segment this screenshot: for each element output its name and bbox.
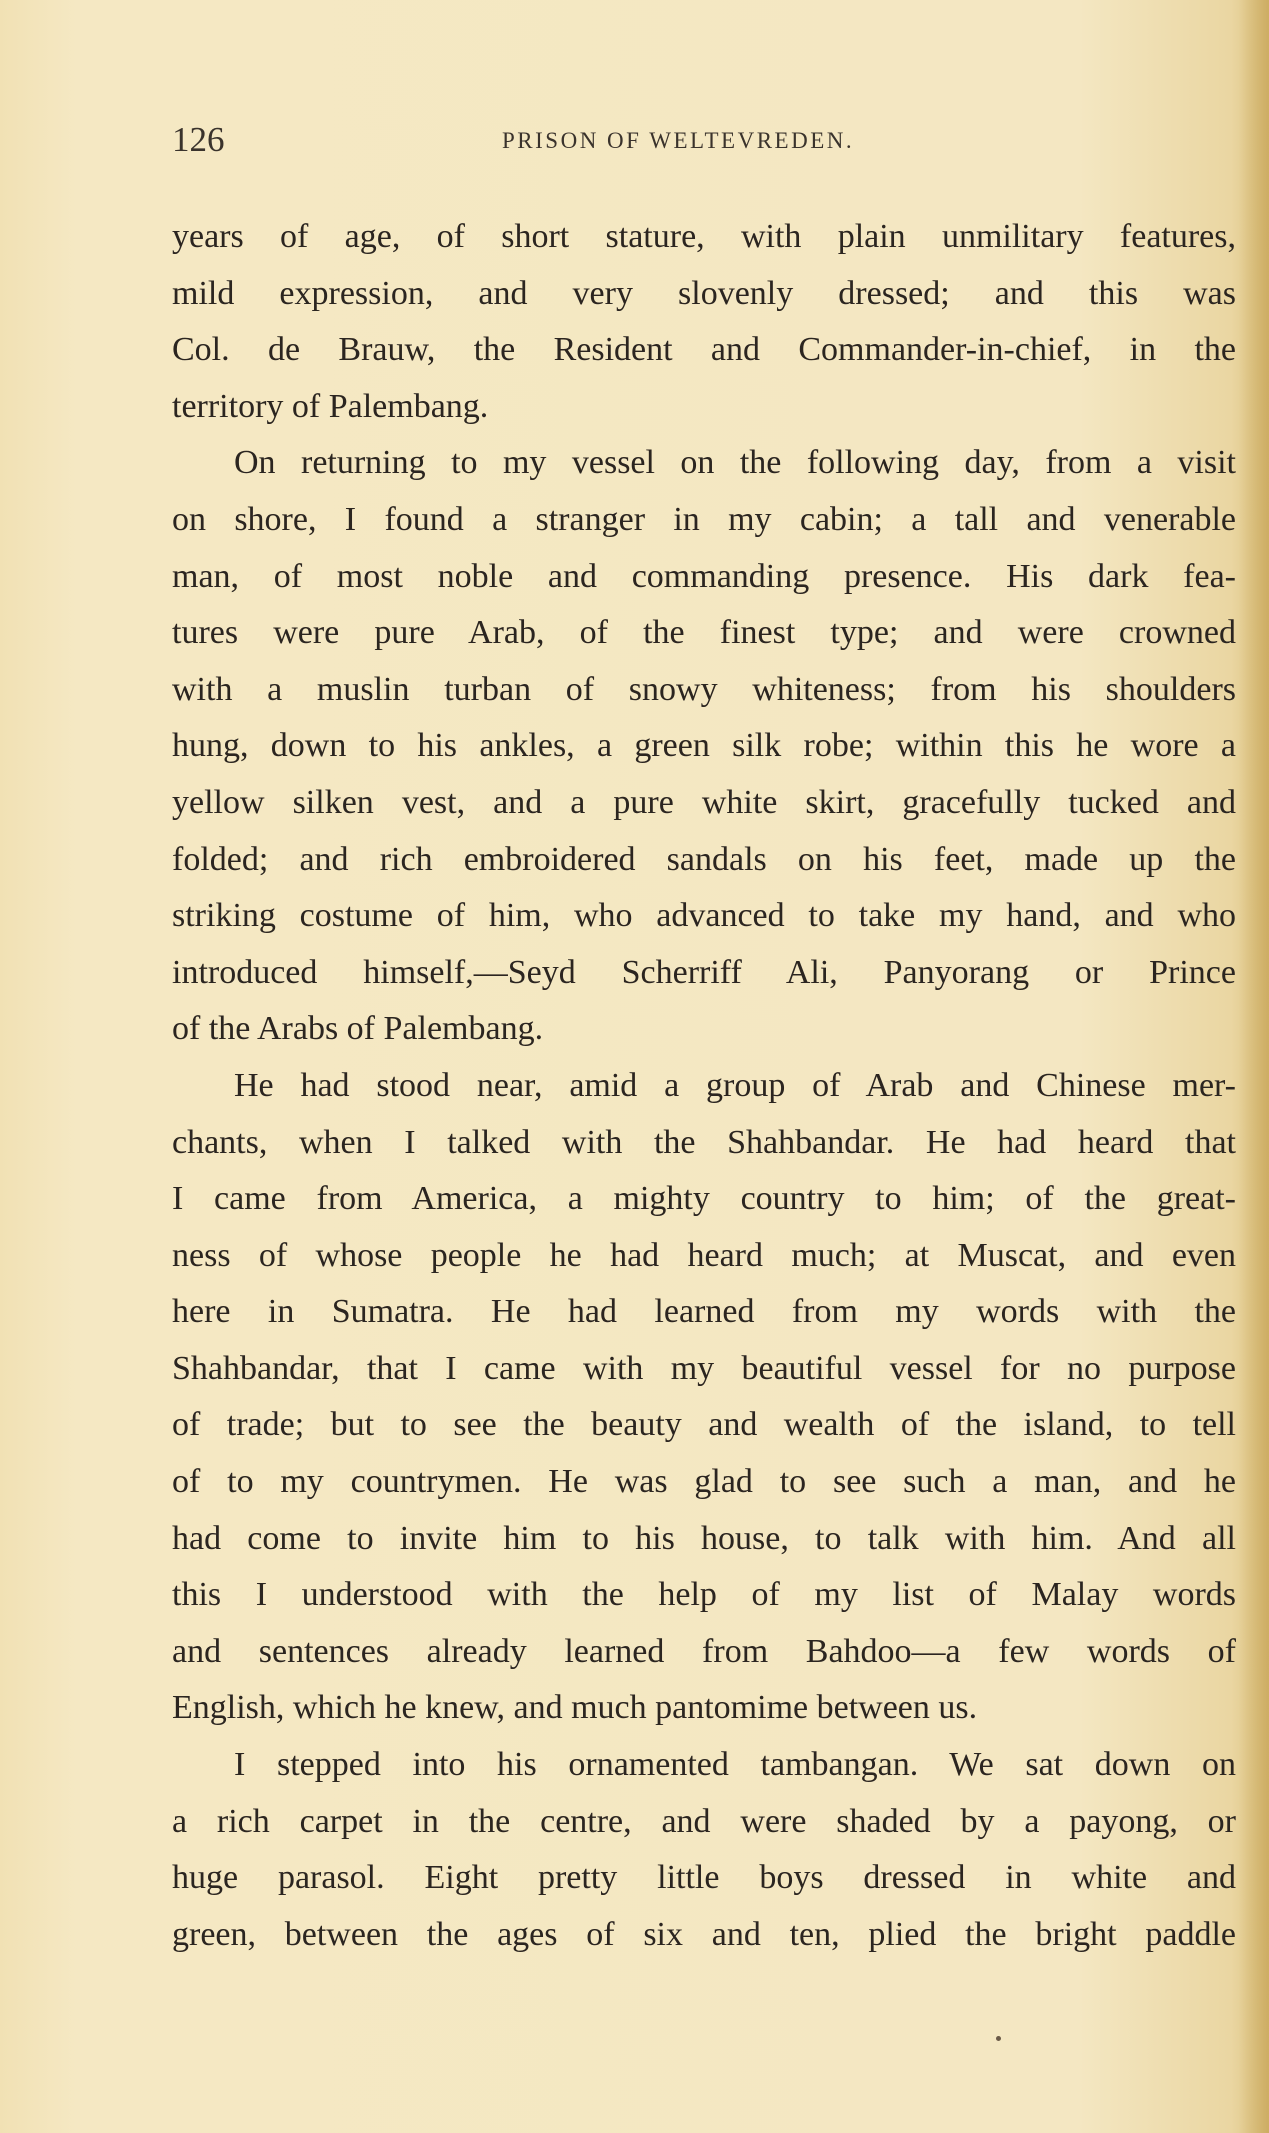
body-text (172, 209, 1236, 1963)
text-line: hung, down to his ankles, a green silk robe; within this he wore a (172, 727, 1236, 765)
running-title: PRISON OF WELTEVREDEN. (502, 128, 855, 153)
text-line: mild expression, and very slovenly dressed; and this was (172, 274, 1236, 312)
text-line: I came from America, a mighty country to him; of the great- (172, 1180, 1236, 1218)
page-number: 126 (172, 120, 225, 159)
text-line: I stepped into his ornamented tambangan. We sat down on (234, 1746, 1236, 1784)
text-line: had come to invite him to his house, to talk with him. And all (172, 1519, 1236, 1557)
text-line: Shahbandar, that I came with my beautiful vessel for no purpose (172, 1349, 1236, 1387)
text-line: green, between the ages of six and ten, plied the bright paddle (172, 1915, 1236, 1953)
paper-speck (996, 2036, 1001, 2041)
text-line: of trade; but to see the beauty and wealth of the island, to tell (172, 1406, 1236, 1444)
text-line: He had stood near, amid a group of Arab and Chinese mer- (234, 1066, 1236, 1104)
text-line: here in Sumatra. He had learned from my words with the (172, 1293, 1236, 1331)
running-head (172, 120, 1236, 160)
text-line: man, of most noble and commanding presence. His dark fea- (172, 557, 1236, 595)
text-line: and sentences already learned from Bahdoo—a few words of (172, 1632, 1236, 1670)
text-line: introduced himself,—Seyd Scherriff Ali, Panyorang or Prince (172, 953, 1236, 991)
text-line: tures were pure Arab, of the finest type; and were crowned (172, 614, 1236, 652)
text-line: Col. de Brauw, the Resident and Commander-in-chief, in the (172, 331, 1236, 369)
text-line: chants, when I talked with the Shahbandar. He had heard that (172, 1123, 1236, 1161)
text-line: with a muslin turban of snowy whiteness; from his shoulders (172, 670, 1236, 708)
text-line: ness of whose people he had heard much; at Muscat, and even (172, 1236, 1236, 1274)
text-line: yellow silken vest, and a pure white skirt, gracefully tucked and (172, 783, 1236, 821)
text-line: English, which he knew, and much pantomime between us. (172, 1689, 978, 1727)
text-line: of to my countrymen. He was glad to see such a man, and he (172, 1463, 1236, 1501)
text-line: on shore, I found a stranger in my cabin; a tall and venerable (172, 500, 1236, 538)
text-line: folded; and rich embroidered sandals on his feet, made up the (172, 840, 1236, 878)
text-line: years of age, of short stature, with plain unmilitary features, (172, 218, 1236, 255)
text-line: this I understood with the help of my list of Malay words (172, 1576, 1236, 1614)
text-line: striking costume of him, who advanced to take my hand, and who (172, 897, 1236, 935)
text-line: a rich carpet in the centre, and were shaded by a payong, or (172, 1802, 1236, 1840)
text-line: of the Arabs of Palembang. (172, 1010, 544, 1048)
page-edge-shadow (1239, 0, 1269, 2133)
text-line: On returning to my vessel on the following day, from a visit (234, 444, 1236, 482)
text-line: huge parasol. Eight pretty little boys dressed in white and (172, 1859, 1236, 1897)
text-line: territory of Palembang. (172, 387, 489, 425)
